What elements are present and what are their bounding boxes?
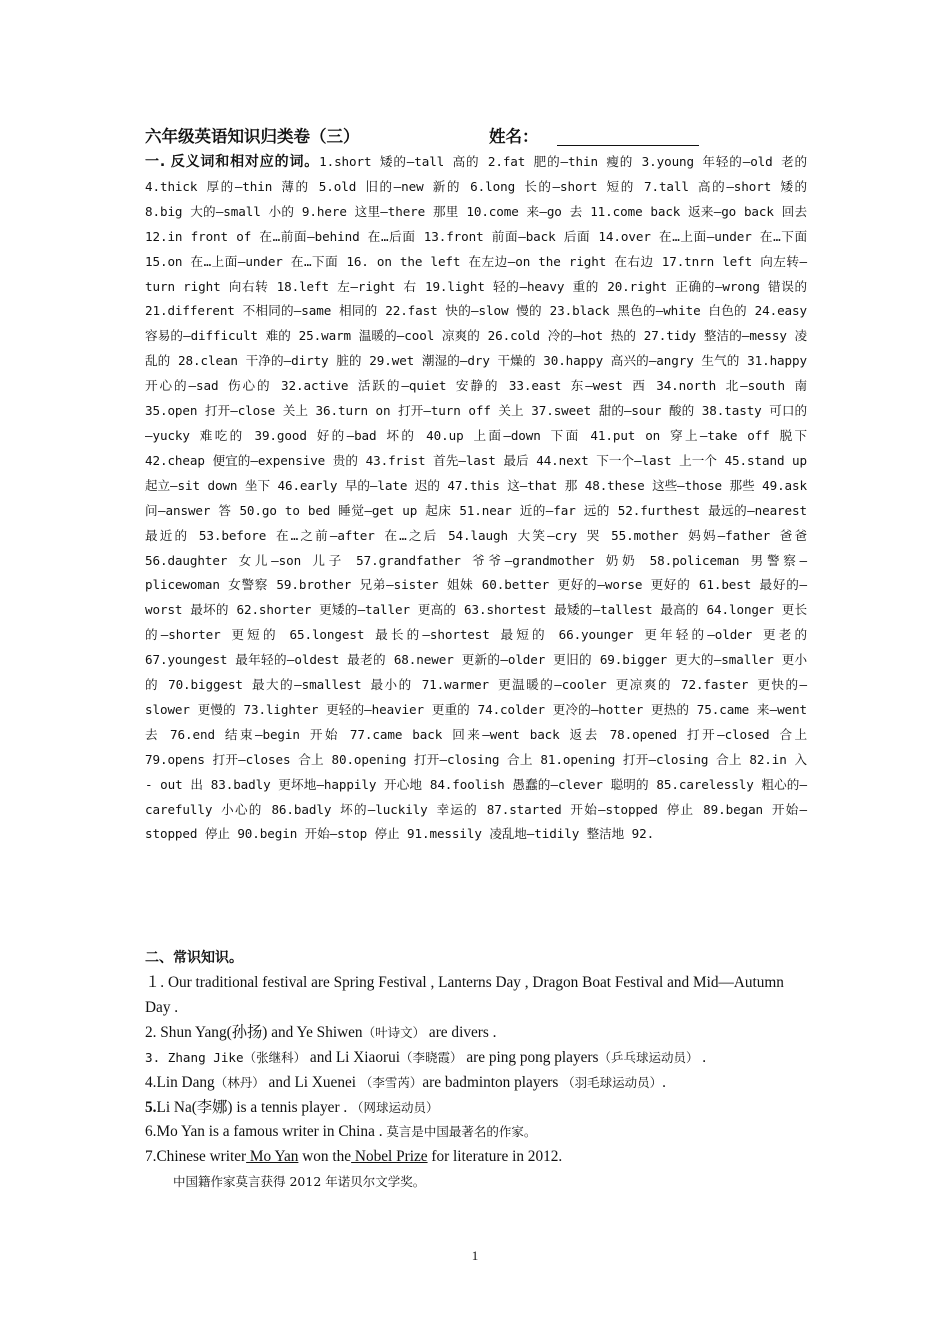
item-3-name-a: 3. Zhang Jike: [145, 1049, 244, 1065]
item-4-name-a: 4.Lin Dang: [145, 1073, 215, 1091]
knowledge-item-1: １. Our traditional festival are Spring Festival , Lanterns Day , Dragon Boat Festival and Mid—Autumn Day .: [145, 974, 784, 1016]
section-1-heading: 一. 反义词和相对应的词。: [145, 154, 320, 170]
section-common-knowledge: [145, 971, 805, 1195]
knowledge-item-6: [145, 1120, 805, 1145]
title-row: [145, 123, 810, 151]
section-2-heading: 二、常识知识。: [145, 950, 243, 966]
item-5-note: （网球运动员）: [351, 1099, 439, 1115]
item-4-note-b: （李雪芮）: [359, 1074, 423, 1090]
item-3-note-c: （乒乓球运动员）: [598, 1049, 699, 1065]
item-2-note: （叶诗文）: [362, 1024, 426, 1040]
item-2-end: are divers .: [425, 1023, 497, 1041]
knowledge-item-4: [145, 1071, 805, 1096]
item-3-name-b: and Li Xiaorui: [306, 1048, 400, 1066]
name-blank-line: [557, 145, 699, 146]
item-3-end: .: [698, 1048, 707, 1066]
item-3-note-b: （李晓霞）: [399, 1049, 463, 1065]
knowledge-item-2: [145, 1021, 805, 1046]
item-5-text: Li Na(李娜) is a tennis player .: [156, 1098, 352, 1116]
item-4-note-a: （林丹）: [214, 1074, 265, 1090]
item-4-text: are badminton players: [422, 1073, 563, 1091]
item-5-number: 5.: [145, 1098, 157, 1116]
item-3-note-a: （张继科）: [243, 1049, 307, 1065]
item-3-text: are ping pong players: [462, 1048, 599, 1066]
item-4-name-b: and Li Xuenei: [264, 1073, 360, 1091]
item-6-text: 6.Mo Yan is a famous writer in China .: [145, 1123, 387, 1141]
item-7-text-c: for literature in 2012.: [427, 1148, 563, 1166]
item-4-end: .: [662, 1073, 666, 1091]
section-antonyms: [145, 150, 807, 847]
item-4-note-c: （羽毛球运动员）: [562, 1074, 663, 1090]
name-label: 姓名：: [489, 127, 539, 146]
item-7-text-b: won the: [298, 1148, 352, 1166]
item-6-note: 莫言是中国最著名的作家。: [386, 1124, 537, 1140]
item-7-text-a: 7.Chinese writer: [145, 1148, 247, 1166]
antonym-list: 1.short 矮的—tall 高的 2.fat 肥的—thin 瘦的 3.young 年轻的—old 老的 4.thick 厚的—thin 薄的 5.old 旧的—new 新的 6.long 长的—short 短的 7.tall 高的—short 矮的 8.big 大的—small 小的 9.here 这里—there 那里 10.come 来—go 去 11.come back 返来—go back 回去 12.in front of 在…前面—behind 在…后面 13.front 前面—back 后面 14.over 在…上面—under 在…下面 15.on 在…上面—under 在…下面 16. on the left 在左边—on the right 在右边 17.tnrn left 向左转—turn right 向右转 18.left 左—right 右 19.light 轻的—heavy 重的 20.right 正确的—wrong 错误的 21.different 不相同的—same 相同的 22.fast 快的—slow 慢的 23.black 黑色的—white 白色的 24.easy 容易的—difficult 难的 25.warm 温暖的—cool 凉爽的 26.cold 冷的—hot 热的 27.tidy 整洁的—messy 凌乱的 28.clean 干净的—dirty 脏的 29.wet 潮湿的—dry 干燥的 30.happy 高兴的—angry 生气的 31.happy 开心的—sad 伤心的 32.active 活跃的—quiet 安静的 33.east 东—west 西 34.north 北—south 南 35.open 打开—close 关上 36.turn on 打开—turn off 关上 37.sweet 甜的—sour 酸的 38.tasty 可口的—yucky 难吃的 39.good 好的—bad 坏的 40.up 上面—down 下面 41.put on 穿上—take off 脱下 42.cheap 便宜的—expensive 贵的 43.frist 首先—last 最后 44.next 下一个—last 上一个 45.stand up 起立—sit down 坐下 46.early 早的—late 迟的 47.this 这—that 那 48.these 这些—those 那些 49.ask 问—answer 答 50.go to bed 睡觉—get up 起床 51.near 近的—far 远的 52.furthest 最远的—nearest 最近的 53.before 在…之前—after 在…之后 54.laugh 大笑—cry 哭 55.mother 妈妈—father 爸爸 56.daughter 女儿—son 儿子 57.grandfather 爷爷—grandmother 奶奶 58.policeman 男警察—plicewoman 女警察 59.brother 兄弟—sister 姐妹 60.better 更好的—worse 更好的 61.best 最好的—worst 最坏的 62.shorter 更矮的—taller 更高的 63.shortest 最矮的—tallest 最高的 64.longer 更长的—shorter 更短的 65.longest 最长的—shortest 最短的 66.younger 更年轻的—older 更老的 67.youngest 最年轻的—oldest 最老的 68.newer 更新的—older 更旧的 69.bigger 更大的—smaller 更小的 70.biggest 最大的—smallest 最小的 71.warmer 更温暖的—cooler 更凉爽的 72.faster 更快的—slower 更慢的 73.lighter 更轻的—heavier 更重的 74.colder 更冷的—hotter 更热的 75.came 来—went 去 76.end 结束—begin 开始 77.came back 回来—went back 返去 78.opened 打开—closed 合上 79.opens 打开—closes 合上 80.opening 打开—closing 合上 81.opening 打开—closing 合上 82.in 入 - out 出 83.badly 更坏地—happily 开心地 84.foolish 愚蠢的—clever 聪明的 85.carelessly 粗心的—carefully 小心的 86.badly 坏的—luckily 幸运的 87.started 开始—stopped 停止 89.began 开始—stopped 停止 90.begin 开始—stop 停止 91.messily 凌乱地—tidily 整洁地 92.: [145, 154, 807, 842]
item-2-text: 2. Shun Yang(孙扬) and Ye Shiwen: [145, 1023, 363, 1041]
knowledge-item-5: [145, 1096, 805, 1121]
knowledge-item-7-translation: 中国籍作家莫言获得 2012 年诺贝尔文学奖。: [173, 1174, 426, 1190]
knowledge-item-3: [145, 1046, 805, 1071]
item-7-mo-yan: Mo Yan: [246, 1148, 299, 1166]
document-title: 六年级英语知识归类卷（三）: [145, 127, 360, 146]
page-number: 1: [471, 1248, 479, 1263]
item-7-nobel-prize: Nobel Prize: [351, 1148, 428, 1166]
knowledge-item-7: [145, 1145, 805, 1170]
